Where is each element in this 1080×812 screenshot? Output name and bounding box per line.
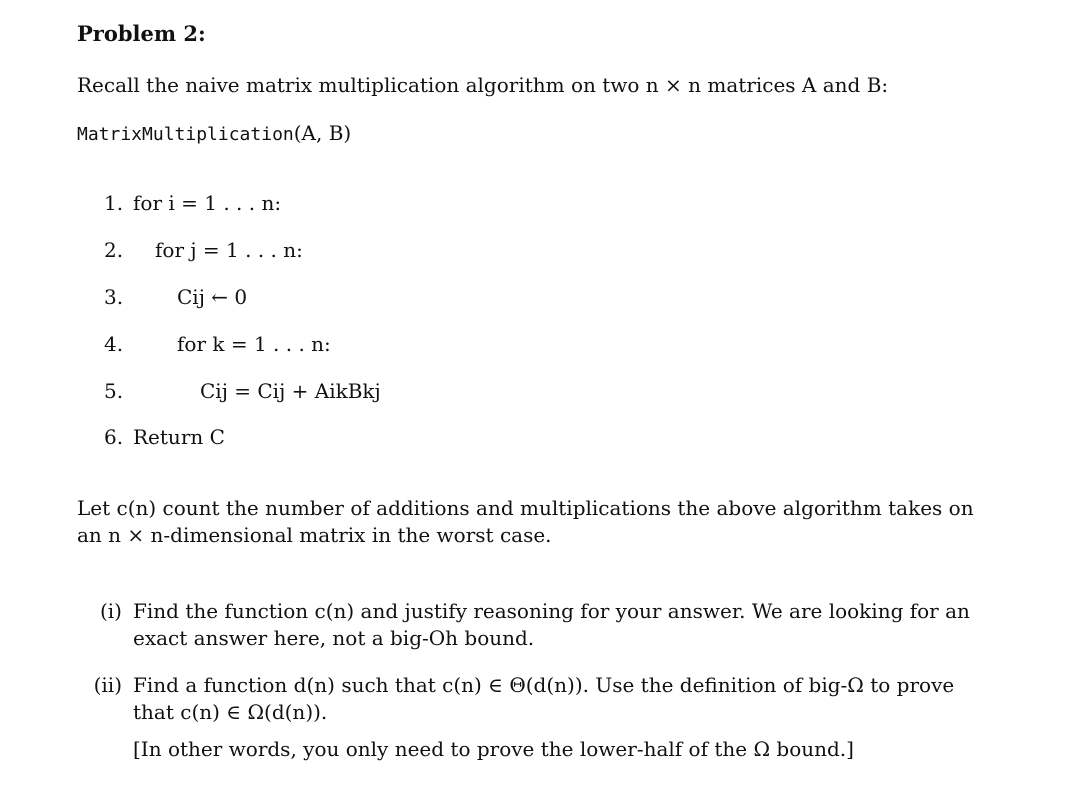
step-text: Cij ← 0 — [177, 285, 248, 309]
step-number: 6. — [104, 425, 124, 449]
intro-paragraph: Recall the naive matrix multiplication algorithm on two n × n matrices A and B: — [77, 73, 889, 97]
step-text: Return C — [133, 425, 225, 449]
function-name: MatrixMultiplication — [77, 124, 294, 145]
step-number: 1. — [104, 191, 124, 215]
step-text: Cij = Cij + AikBkj — [200, 379, 381, 403]
step-number: 4. — [104, 332, 124, 356]
step-text: for k = 1 . . . n: — [177, 332, 331, 356]
problem-title: Problem 2: — [77, 21, 206, 46]
description-paragraph: Let c(n) count the number of additions and multiplications the above algorithm takes on an n × n-dimensional matrix in the worst case. — [77, 496, 974, 547]
step-text: for j = 1 . . . n: — [155, 238, 303, 262]
step-number: 2. — [104, 238, 124, 262]
step-text: for i = 1 . . . n: — [133, 191, 282, 215]
part-text: Find the function c(n) and justify reasoning for your answer. We are looking for an exact answer here, not a big-Oh bound. — [133, 599, 970, 650]
step-number: 3. — [104, 285, 124, 309]
part-text: Find a function d(n) such that c(n) ∈ Θ(d(n)). Use the definition of big-Ω to prove that c(n) ∈ Ω(d(n)). — [133, 673, 955, 724]
part-label: (ii) — [93, 673, 122, 697]
part-label: (i) — [99, 599, 122, 623]
step-number: 5. — [104, 379, 124, 403]
hint-note: [In other words, you only need to prove the lower-half of the Ω bound.] — [133, 737, 854, 761]
function-args: (A, B) — [293, 121, 352, 145]
function-signature — [77, 121, 351, 145]
